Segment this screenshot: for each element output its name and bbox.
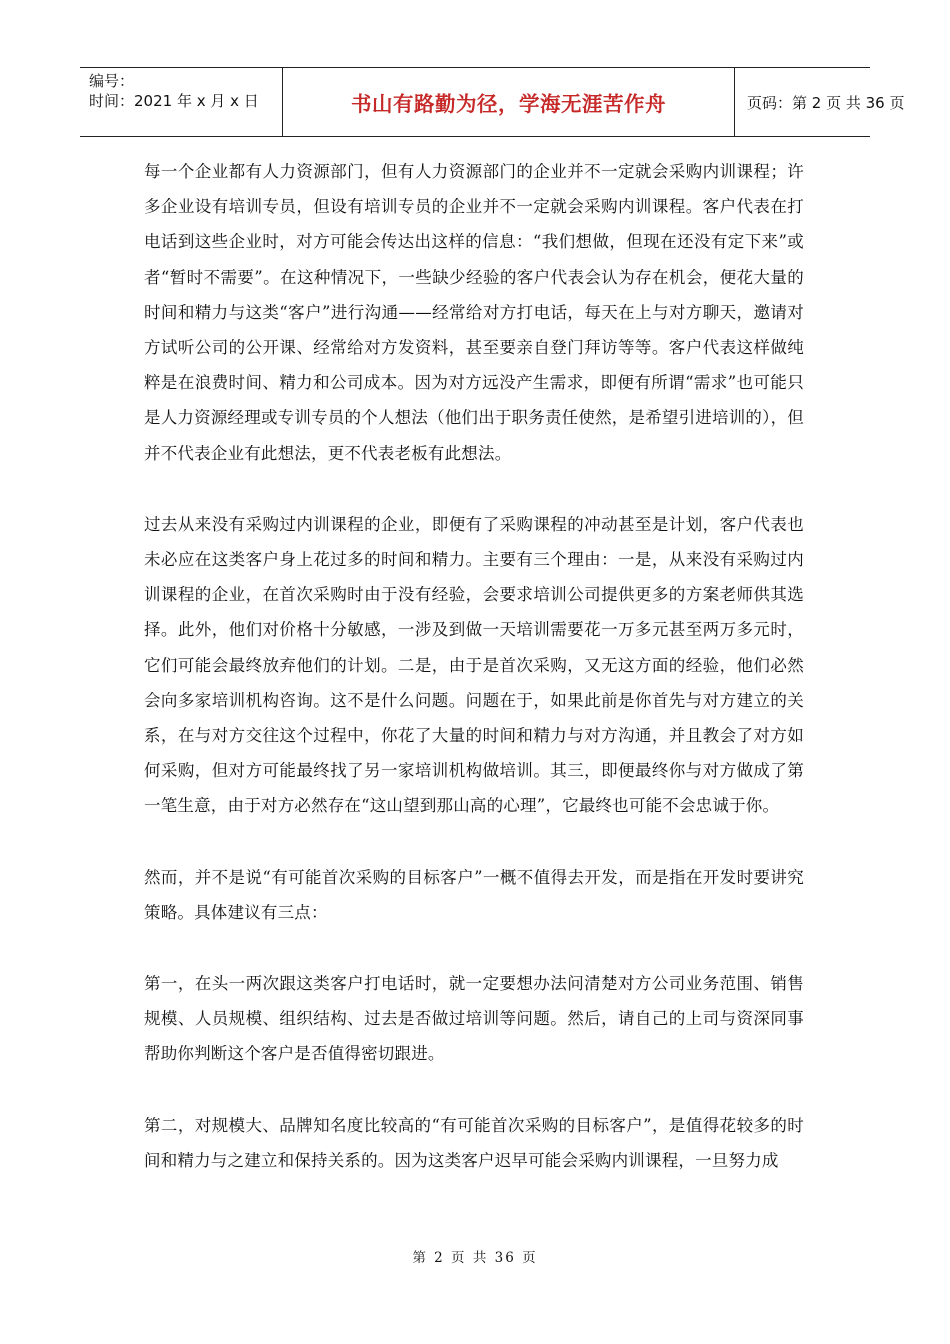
body-paragraph-3: 然而，并不是说“有可能首次采购的目标客户”一概不值得去开发，而是指在开发时要讲究策略。具体建议有三点： [144,867,804,922]
document-number-label: 编号： [89,72,135,90]
header-info-cell [80,68,283,136]
page-header [80,67,905,137]
header-page-number: 页码：第 2 页 共 36 页 [747,93,905,112]
header-page-cell [735,68,905,136]
document-body [144,154,804,1214]
body-paragraph-4: 第一，在头一两次跟这类客户打电话时，就一定要想办法问清楚对方公司业务范围、销售规模、人员规模、组织结构、过去是否做过培训等问题。然后，请自己的上司与资深同事帮助你判断这个客户是否值得密切跟进。 [144,974,804,1064]
header-motto: 书山有路勤为径，学海无涯苦作舟 [351,92,666,116]
document-date-label: 时间：2021 年 x 月 x 日 [89,92,259,110]
body-paragraph-1: 每一个企业都有人力资源部门，但有人力资源部门的企业并不一定就会采购内训课程；许多企业设有培训专员，但设有培训专员的企业并不一定就会采购内训课程。客户代表在打电话到这些企业时，对方可能会传达出这样的信息：“我们想做，但现在还没有定下来”或者“暂时不需要”。在这种情况下，一些缺少经验的客户代表会认为存在机会，便花大量的时间和精力与这类“客户”进行沟通——经常给对方打电话，每天在上与对方聊天，邀请对方试听公司的公开课、经常给对方发资料，甚至要亲自登门拜访等等。客户代表这样做纯粹是在浪费时间、精力和公司成本。因为对方远没产生需求，即便有所谓“需求”也可能只是人力资源经理或专训专员的个人想法（他们出于职务责任使然，是希望引进培训的），但并不代表企业有此想法，更不代表老板有此想法。 [144,162,804,463]
body-paragraph-2: 过去从来没有采购过内训课程的企业，即便有了采购课程的冲动甚至是计划，客户代表也未必应在这类客户身上花过多的时间和精力。主要有三个理由：一是，从来没有采购过内训课程的企业，在首次采购时由于没有经验，会要求培训公司提供更多的方案老师供其选择。此外，他们对价格十分敏感，一涉及到做一天培训需要花一万多元甚至两万多元时，它们可能会最终放弃他们的计划。二是，由于是首次采购，又无这方面的经验，他们必然会向多家培训机构咨询。这不是什么问题。问题在于，如果此前是你首先与对方建立的关系，在与对方交往这个过程中，你花了大量的时间和精力与对方沟通，并且教会了对方如何采购，但对方可能最终找了另一家培训机构做培训。其三，即便最终你与对方做成了第一笔生意，由于对方必然存在“这山望到那山高的心理”，它最终也可能不会忠诚于你。 [144,514,804,816]
header-motto-cell [283,68,735,136]
page-footer: 第 2 页 共 36 页 [412,1250,538,1266]
body-paragraph-5: 第二，对规模大、品牌知名度比较高的“有可能首次采购的目标客户”，是值得花较多的时间和精力与之建立和保持关系的。因为这类客户迟早可能会采购内训课程，一旦努力成 [144,1115,804,1170]
